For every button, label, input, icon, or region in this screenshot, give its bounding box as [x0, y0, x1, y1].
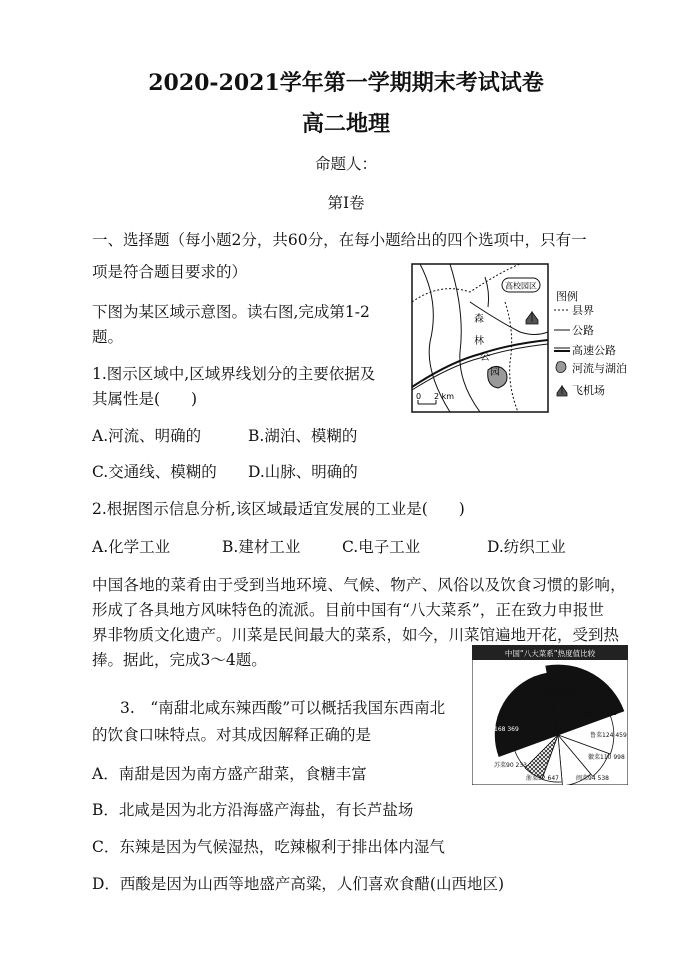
- q3-option-b: B．北咸是因为北方沿海盛产海盐，有长芦盐场: [92, 801, 414, 819]
- legend-lake-symbol: [556, 362, 566, 373]
- q1-stem-line2: 其属性是( ): [92, 390, 198, 408]
- q3-stem-line2: 的饮食口味特点。对其成因解释正确的是: [92, 726, 372, 744]
- pie-slice-label: 浙菜92 647: [526, 775, 559, 782]
- q1-stem-line1: 1.图示区域中,区域界线划分的主要依据及: [92, 365, 376, 383]
- q3-option-d: D．西酸是因为山西等地盛产高粱，人们喜欢食醋(山西地区): [92, 875, 505, 893]
- intro2-line2: 形成了各具地方风味特色的流派。目前中国有“八大菜系”，正在致力申报世: [92, 601, 604, 619]
- section-instructions-line1: 一、选择题（每小题2分，共60分，在每小题给出的四个选项中，只有一: [92, 231, 587, 249]
- cuisine-pie-chart: [472, 645, 628, 785]
- pie-slice-label: 鲁菜124 459: [590, 732, 627, 739]
- exam-title: 2020-2021学年第一学期期末考试试卷: [148, 70, 544, 96]
- q3-option-c: C．东辣是因为气候湿热，吃辣椒利于排出体内湿气: [92, 838, 445, 856]
- q3-option-a: A．南甜是因为南方盛产甜菜，食糖丰富: [92, 765, 367, 783]
- q1-option-d: D.山脉、明确的: [248, 463, 358, 481]
- pie-slice-label: 徽菜110 998: [588, 754, 625, 761]
- q1-option-b: B.湖泊、模糊的: [248, 427, 358, 445]
- chart-title: 中国“八大菜系”热度值比较: [504, 649, 596, 658]
- intro1-line1: 下图为某区域示意图。读右图,完成第1-2: [92, 303, 370, 321]
- section-instructions-line2: 项是符合题目要求的）: [92, 263, 248, 281]
- pie-slice-label: 闽菜94 538: [576, 775, 609, 782]
- subject-title: 高二地理: [301, 111, 390, 137]
- q3-stem-line1: 3. “南甜北咸东辣西酸”可以概括我国东西南北: [120, 699, 446, 717]
- q2-option-c: C.电子工业: [342, 538, 421, 556]
- forest-char1: 森: [474, 314, 484, 325]
- q2-option-a: A.化学工业: [92, 538, 171, 556]
- park-label: 高校园区: [505, 281, 537, 291]
- park-char2: 园: [490, 367, 500, 378]
- legend-item-airport: 飞机场: [572, 384, 605, 397]
- legend-airport-icon: [557, 386, 567, 396]
- q2-option-d: D.纺织工业: [487, 538, 566, 556]
- author-line: 命题人：: [314, 155, 377, 173]
- q1-option-c: C.交通线、模糊的: [92, 463, 217, 481]
- scale-distance: 2 km: [434, 392, 455, 401]
- intro2-line1: 中国各地的菜肴由于受到当地环境、气候、物产、风俗以及饮食习惯的影响，: [92, 576, 626, 594]
- park-char1: 公: [480, 352, 490, 363]
- intro2-line4: 捧。据此，完成3～4题。: [92, 651, 267, 669]
- forest-char2: 林: [474, 336, 484, 347]
- pie-slice-label: 川菜168 369: [482, 726, 519, 733]
- legend-item-highway: 高速公路: [572, 344, 616, 357]
- region-map: [410, 262, 630, 414]
- intro2-line3: 界非物质文化遗产。川菜是民间最大的菜系，如今，川菜馆遍地开花，受到热: [92, 626, 620, 644]
- q1-option-a: A.河流、明确的: [92, 427, 202, 445]
- scale-zero: 0: [416, 392, 422, 401]
- q2-stem: 2.根据图示信息分析,该区域最适宜发展的工业是( ): [92, 500, 465, 518]
- legend-item-lake: 河流与湖泊: [572, 362, 627, 375]
- legend-title: 图例: [556, 290, 578, 303]
- pie-slice-label: 湘菜132 732: [580, 710, 617, 717]
- pie-slice-label: 粤菜209 094: [542, 690, 579, 697]
- volume-label: 第Ⅰ卷: [327, 194, 365, 212]
- pie-slice-label: 苏菜90 233: [494, 762, 527, 769]
- legend-item-county: 县界: [572, 304, 594, 317]
- legend-item-road: 公路: [572, 324, 594, 337]
- intro1-line2: 题。: [92, 328, 124, 346]
- q2-option-b: B.建材工业: [222, 538, 301, 556]
